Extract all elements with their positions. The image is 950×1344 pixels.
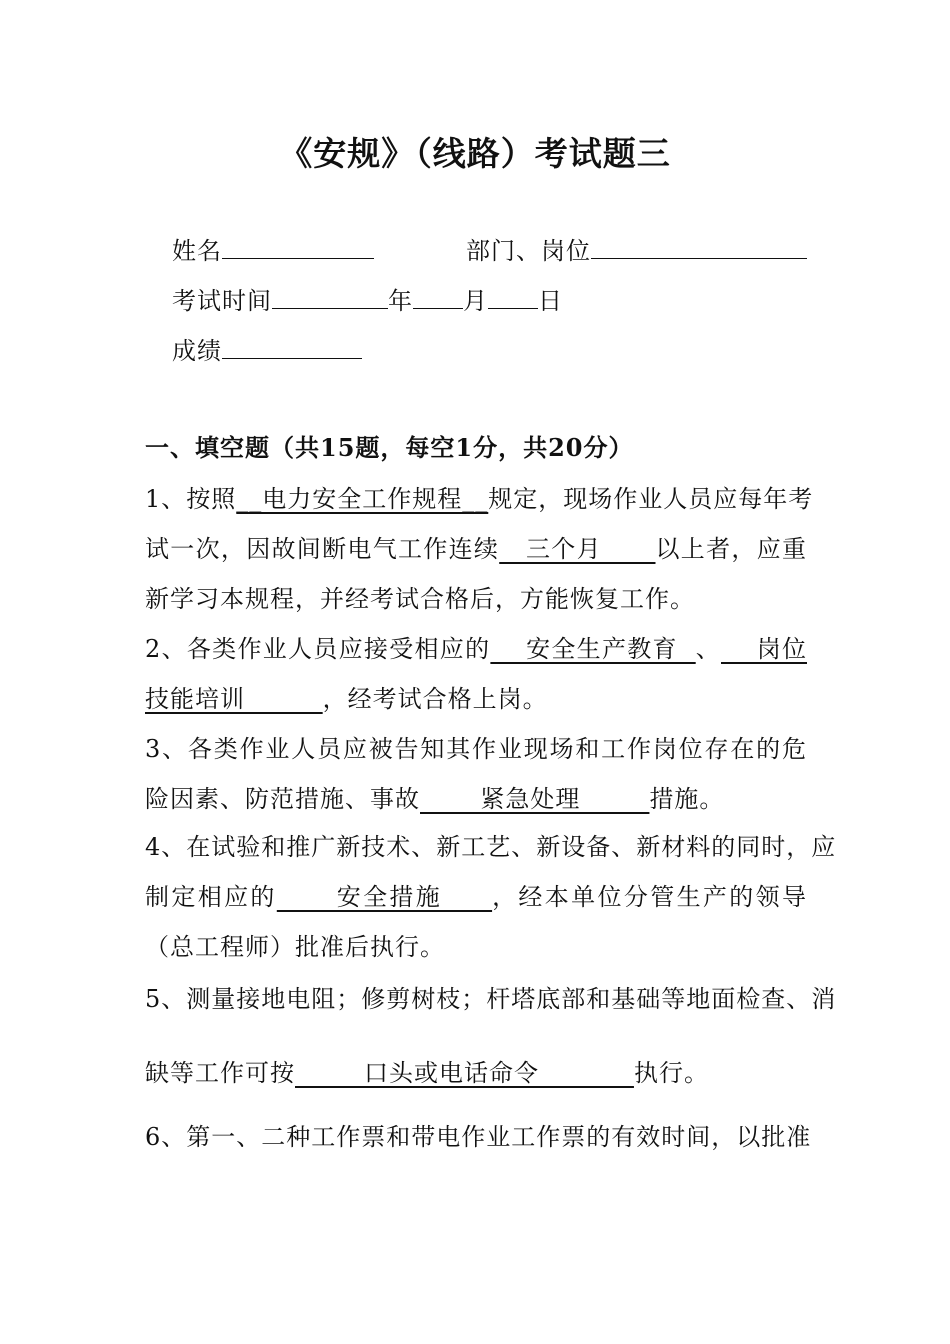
q4-answer-1: 安全措施 bbox=[276, 883, 493, 911]
q1-line-3: 新学习本规程，并经考试合格后，方能恢复工作。 bbox=[145, 585, 695, 613]
section-heading: 一、填空题（共15题，每空1分，共20分） bbox=[145, 433, 634, 462]
q1-answer-1: __电力安全工作规程__ bbox=[236, 485, 489, 513]
exam-time-label: 考试时间 bbox=[172, 287, 272, 315]
q2-line-1: 2、各类作业人员应接受相应的 安全生产教育 、 岗位 bbox=[145, 635, 807, 663]
day-field[interactable] bbox=[488, 284, 538, 309]
q2-answer-1: 安全生产教育 bbox=[490, 635, 696, 663]
dept-field[interactable] bbox=[591, 234, 807, 259]
q2-line-2: 技能培训 ，经考试合格上岗。 bbox=[145, 685, 548, 713]
score-label: 成绩 bbox=[172, 337, 222, 365]
name-row bbox=[172, 234, 374, 266]
month-label: 月 bbox=[463, 287, 488, 315]
q3-answer-1: 紧急处理 bbox=[420, 785, 650, 813]
page-title: 《安规》（线路）考试题三 bbox=[279, 134, 671, 173]
q1-answer-2: 三个月 bbox=[499, 535, 656, 563]
month-field[interactable] bbox=[413, 284, 463, 309]
score-field[interactable] bbox=[222, 334, 362, 359]
dept-label: 部门、岗位 bbox=[466, 237, 591, 265]
q2-answer-2: 岗位 bbox=[721, 635, 807, 663]
name-field[interactable] bbox=[222, 234, 374, 259]
q5-answer-1: 口头或电话命令 bbox=[295, 1059, 634, 1087]
dept-row bbox=[466, 234, 807, 266]
exam-time-row bbox=[172, 284, 563, 316]
q5-line-2: 缺等工作可按 口头或电话命令 执行。 bbox=[145, 1059, 709, 1087]
year-label: 年 bbox=[388, 287, 413, 315]
q4-line-1: 4、在试验和推广新技术、新工艺、新设备、新材料的同时，应 bbox=[145, 833, 837, 861]
year-field[interactable] bbox=[272, 284, 388, 309]
day-label: 日 bbox=[538, 287, 563, 315]
score-row bbox=[172, 334, 362, 366]
q4-line-2: 制定相应的 安全措施 ，经本单位分管生产的领导 bbox=[145, 883, 808, 911]
q1-line-1: 1、按照__电力安全工作规程__规定，现场作业人员应每年考 bbox=[145, 485, 814, 513]
q6-line-1: 6、第一、二种工作票和带电作业工作票的有效时间，以批准 bbox=[145, 1123, 812, 1151]
q5-line-1: 5、测量接地电阻；修剪树枝；杆塔底部和基础等地面检查、消 bbox=[145, 985, 837, 1013]
q2-answer-2-cont: 技能培训 bbox=[145, 685, 323, 713]
q1-line-2: 试一次，因故间断电气工作连续 三个月 以上者，应重 bbox=[145, 535, 808, 563]
q3-line-2: 险因素、防范措施、事故 紧急处理 措施。 bbox=[145, 785, 725, 813]
q4-line-3: （总工程师）批准后执行。 bbox=[145, 933, 445, 961]
q3-line-1: 3、各类作业人员应被告知其作业现场和工作岗位存在的危 bbox=[145, 735, 807, 763]
name-label: 姓名 bbox=[172, 237, 222, 265]
